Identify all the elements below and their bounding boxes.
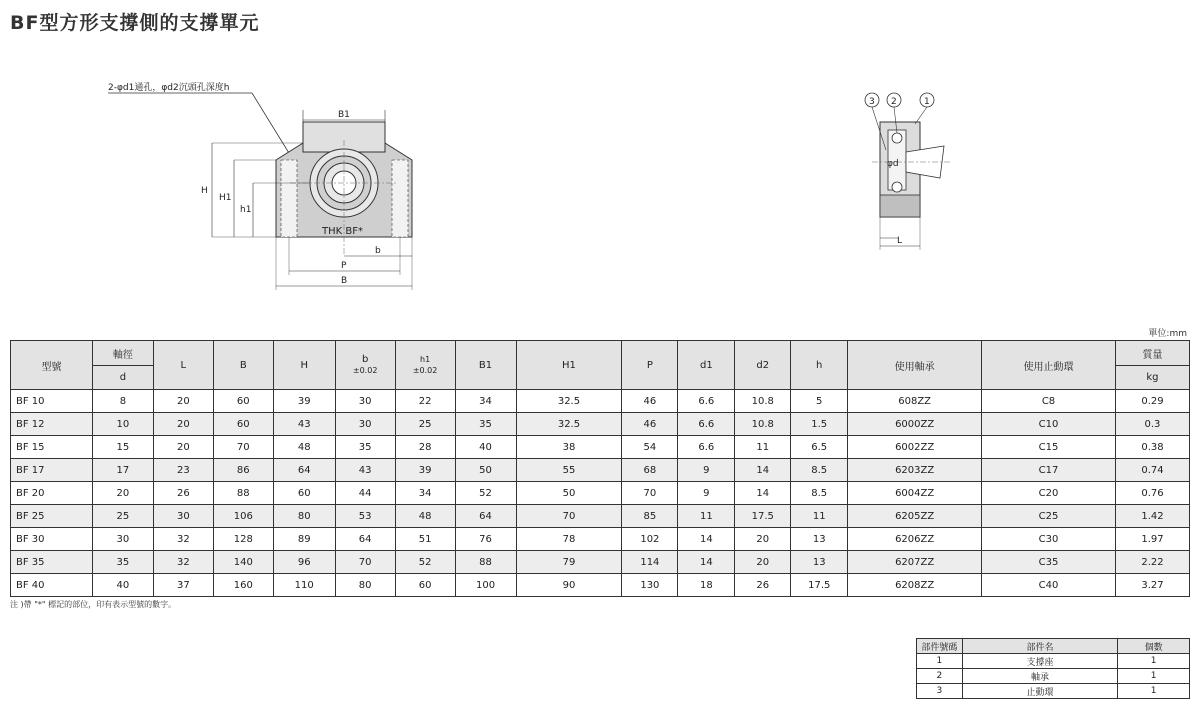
cell-ring: C8	[982, 390, 1116, 413]
cell-p: 46	[622, 413, 678, 436]
cell-d: 35	[92, 551, 153, 574]
cell-p: 54	[622, 436, 678, 459]
cell-h1: 25	[395, 413, 455, 436]
cell-h1: 90	[516, 574, 622, 597]
parts-header-name: 部件名	[962, 639, 1117, 654]
parts-cell-name: 支撐座	[962, 654, 1117, 669]
cell-model: BF 20	[11, 482, 93, 505]
cell-h: 80	[273, 505, 335, 528]
footnote: 注 )帶 "*" 標記的部位，印有表示型號的數字。	[10, 600, 177, 609]
cell-b: 160	[213, 574, 273, 597]
cell-d2: 11	[735, 436, 791, 459]
parts-row	[917, 654, 1190, 669]
cell-b: 60	[213, 390, 273, 413]
cell-d1: 6.6	[678, 413, 735, 436]
cell-l: 37	[153, 574, 213, 597]
cell-b1: 35	[455, 413, 516, 436]
dim-B: B	[341, 276, 348, 286]
parts-row	[917, 684, 1190, 699]
cell-b: 44	[335, 482, 395, 505]
cell-p: 68	[622, 459, 678, 482]
cell-d2: 14	[735, 482, 791, 505]
cell-b1: 88	[455, 551, 516, 574]
cell-b: 86	[213, 459, 273, 482]
cell-bearing: 6208ZZ	[848, 574, 982, 597]
cell-h: 5	[791, 390, 848, 413]
callout-2: 2	[891, 97, 897, 107]
cell-bearing: 6203ZZ	[848, 459, 982, 482]
cell-d1: 11	[678, 505, 735, 528]
cell-bearing: 6002ZZ	[848, 436, 982, 459]
header-h1: h1 ±0.02	[395, 341, 455, 390]
cell-h: 89	[273, 528, 335, 551]
cell-b1: 52	[455, 482, 516, 505]
parts-header-qty: 個數	[1118, 639, 1190, 654]
cell-b: 30	[335, 413, 395, 436]
parts-cell-name: 軸承	[962, 669, 1117, 684]
header-shaft-diameter: 軸徑	[92, 341, 153, 366]
cell-h: 43	[273, 413, 335, 436]
table-row	[11, 413, 1190, 436]
cell-b1: 40	[455, 436, 516, 459]
cell-h: 17.5	[791, 574, 848, 597]
cell-b: 30	[335, 390, 395, 413]
cell-h1: 50	[516, 482, 622, 505]
cell-mass: 0.76	[1115, 482, 1189, 505]
cell-h1: 32.5	[516, 390, 622, 413]
page-title: BF型方形支撐側的支撐單元	[10, 12, 260, 34]
hole-note-label: 2-φd1通孔，φd2沉頭孔深度h	[108, 83, 230, 93]
cell-model: BF 12	[11, 413, 93, 436]
parts-table	[916, 638, 1190, 699]
cell-h1: 48	[395, 505, 455, 528]
cell-d: 40	[92, 574, 153, 597]
cell-ring: C20	[982, 482, 1116, 505]
cell-d1: 18	[678, 574, 735, 597]
cell-p: 85	[622, 505, 678, 528]
cell-mass: 0.29	[1115, 390, 1189, 413]
cell-h1: 60	[395, 574, 455, 597]
cell-d2: 14	[735, 459, 791, 482]
cell-l: 32	[153, 528, 213, 551]
cell-p: 114	[622, 551, 678, 574]
cell-model: BF 40	[11, 574, 93, 597]
cell-b: 43	[335, 459, 395, 482]
cell-model: BF 30	[11, 528, 93, 551]
cell-h: 13	[791, 551, 848, 574]
dim-L: L	[897, 236, 903, 246]
dim-P: P	[341, 261, 347, 271]
cell-h: 64	[273, 459, 335, 482]
cell-h: 13	[791, 528, 848, 551]
cell-h: 11	[791, 505, 848, 528]
cell-l: 30	[153, 505, 213, 528]
cell-p: 130	[622, 574, 678, 597]
cell-l: 20	[153, 436, 213, 459]
cell-ring: C40	[982, 574, 1116, 597]
cell-d: 17	[92, 459, 153, 482]
cell-h: 1.5	[791, 413, 848, 436]
cell-p: 46	[622, 390, 678, 413]
cell-model: BF 10	[11, 390, 93, 413]
cell-ring: C10	[982, 413, 1116, 436]
cell-d2: 10.8	[735, 390, 791, 413]
cell-d1: 14	[678, 551, 735, 574]
cell-d2: 17.5	[735, 505, 791, 528]
parts-cell-no: 2	[917, 669, 963, 684]
cell-h: 8.5	[791, 482, 848, 505]
header-bearing: 使用軸承	[848, 341, 982, 390]
cell-b: 64	[335, 528, 395, 551]
cell-h1: 28	[395, 436, 455, 459]
cell-b1: 64	[455, 505, 516, 528]
cell-b: 70	[213, 436, 273, 459]
cell-d: 15	[92, 436, 153, 459]
cell-h1: 78	[516, 528, 622, 551]
cell-b: 70	[335, 551, 395, 574]
cell-b: 128	[213, 528, 273, 551]
cell-b: 140	[213, 551, 273, 574]
table-row	[11, 482, 1190, 505]
cell-ring: C17	[982, 459, 1116, 482]
header-d2: d2	[735, 341, 791, 390]
marking-label: THK BF*	[322, 226, 363, 237]
cell-ring: C25	[982, 505, 1116, 528]
cell-mass: 2.22	[1115, 551, 1189, 574]
parts-cell-no: 1	[917, 654, 963, 669]
cell-h1: 34	[395, 482, 455, 505]
header-mass-unit: kg	[1115, 366, 1189, 390]
header-ring: 使用止動環	[982, 341, 1116, 390]
cell-d: 30	[92, 528, 153, 551]
cell-model: BF 25	[11, 505, 93, 528]
cell-l: 26	[153, 482, 213, 505]
cell-mass: 3.27	[1115, 574, 1189, 597]
cell-ring: C15	[982, 436, 1116, 459]
cell-d: 10	[92, 413, 153, 436]
cell-mass: 1.97	[1115, 528, 1189, 551]
cell-b: 88	[213, 482, 273, 505]
cell-bearing: 6207ZZ	[848, 551, 982, 574]
cell-h1: 70	[516, 505, 622, 528]
cell-l: 20	[153, 390, 213, 413]
cell-ring: C35	[982, 551, 1116, 574]
unit-label: 單位:mm	[1148, 329, 1187, 339]
cell-h1: 39	[395, 459, 455, 482]
table-row	[11, 390, 1190, 413]
cell-mass: 1.42	[1115, 505, 1189, 528]
cell-b: 53	[335, 505, 395, 528]
header-h: h	[791, 341, 848, 390]
cell-d1: 6.6	[678, 390, 735, 413]
cell-d: 8	[92, 390, 153, 413]
technical-drawing	[0, 0, 1199, 320]
cell-bearing: 6205ZZ	[848, 505, 982, 528]
cell-h: 8.5	[791, 459, 848, 482]
cell-p: 70	[622, 482, 678, 505]
cell-h: 6.5	[791, 436, 848, 459]
cell-d1: 9	[678, 459, 735, 482]
cell-b: 106	[213, 505, 273, 528]
dim-h1: h1	[240, 205, 252, 215]
parts-row	[917, 669, 1190, 684]
cell-l: 23	[153, 459, 213, 482]
cell-h: 110	[273, 574, 335, 597]
callout-1: 1	[924, 97, 930, 107]
dim-b: b	[375, 246, 381, 256]
cell-d2: 26	[735, 574, 791, 597]
table-row	[11, 528, 1190, 551]
cell-p: 102	[622, 528, 678, 551]
header-P: P	[622, 341, 678, 390]
cell-d1: 6.6	[678, 436, 735, 459]
cell-b: 35	[335, 436, 395, 459]
parts-header-no: 部件號碼	[917, 639, 963, 654]
header-mass: 質量	[1115, 341, 1189, 366]
header-H1: H1	[516, 341, 622, 390]
parts-cell-qty: 1	[1118, 669, 1190, 684]
cell-h: 60	[273, 482, 335, 505]
header-L: L	[153, 341, 213, 390]
cell-d2: 10.8	[735, 413, 791, 436]
spec-table	[10, 340, 1190, 597]
table-row	[11, 436, 1190, 459]
header-model: 型號	[11, 341, 93, 390]
cell-d1: 9	[678, 482, 735, 505]
parts-cell-name: 止動環	[962, 684, 1117, 699]
cell-h1: 52	[395, 551, 455, 574]
cell-d2: 20	[735, 551, 791, 574]
cell-d1: 14	[678, 528, 735, 551]
cell-bearing: 608ZZ	[848, 390, 982, 413]
cell-mass: 0.74	[1115, 459, 1189, 482]
header-B1: B1	[455, 341, 516, 390]
cell-l: 32	[153, 551, 213, 574]
dim-H: H	[201, 186, 208, 196]
table-row	[11, 551, 1190, 574]
dim-H1: H1	[219, 193, 232, 203]
cell-d2: 20	[735, 528, 791, 551]
cell-h: 48	[273, 436, 335, 459]
cell-model: BF 15	[11, 436, 93, 459]
cell-h1: 55	[516, 459, 622, 482]
parts-cell-qty: 1	[1118, 684, 1190, 699]
cell-b1: 76	[455, 528, 516, 551]
parts-cell-no: 3	[917, 684, 963, 699]
cell-b: 80	[335, 574, 395, 597]
cell-mass: 0.3	[1115, 413, 1189, 436]
table-row	[11, 574, 1190, 597]
cell-model: BF 35	[11, 551, 93, 574]
cell-h1: 32.5	[516, 413, 622, 436]
cell-l: 20	[153, 413, 213, 436]
cell-model: BF 17	[11, 459, 93, 482]
header-B: B	[213, 341, 273, 390]
cell-bearing: 6206ZZ	[848, 528, 982, 551]
cell-ring: C30	[982, 528, 1116, 551]
dim-d: φd	[887, 159, 899, 169]
cell-b1: 50	[455, 459, 516, 482]
cell-h1: 79	[516, 551, 622, 574]
cell-bearing: 6004ZZ	[848, 482, 982, 505]
cell-b1: 100	[455, 574, 516, 597]
cell-mass: 0.38	[1115, 436, 1189, 459]
header-d: d	[92, 366, 153, 390]
table-row	[11, 459, 1190, 482]
table-row	[11, 505, 1190, 528]
cell-d: 25	[92, 505, 153, 528]
cell-b1: 34	[455, 390, 516, 413]
header-H: H	[273, 341, 335, 390]
cell-bearing: 6000ZZ	[848, 413, 982, 436]
parts-cell-qty: 1	[1118, 654, 1190, 669]
cell-h1: 38	[516, 436, 622, 459]
cell-h: 96	[273, 551, 335, 574]
cell-d: 20	[92, 482, 153, 505]
callout-3: 3	[869, 97, 875, 107]
dim-B1: B1	[338, 110, 350, 120]
cell-h1: 51	[395, 528, 455, 551]
cell-b: 60	[213, 413, 273, 436]
cell-h1: 22	[395, 390, 455, 413]
header-d1: d1	[678, 341, 735, 390]
cell-h: 39	[273, 390, 335, 413]
header-b: b ±0.02	[335, 341, 395, 390]
